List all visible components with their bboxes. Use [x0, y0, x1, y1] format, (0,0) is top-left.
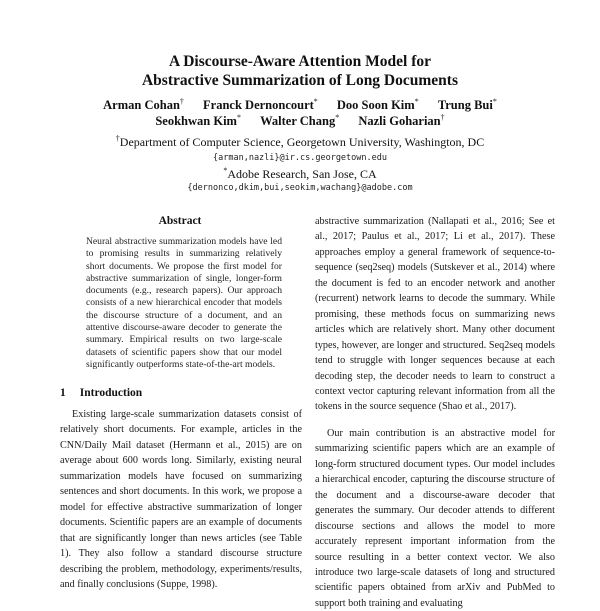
email-adobe: {dernonco,dkim,bui,seokim,wachang}@adobe.com — [187, 183, 413, 193]
author: Arman Cohan† — [103, 97, 184, 112]
email-georgetown: {arman,nazli}@ir.cs.georgetown.edu — [213, 153, 387, 163]
author-row-2 — [0, 113, 600, 129]
title-line-2: Abstractive Summarization of Long Documents — [141, 72, 458, 89]
affiliation-adobe: *Adobe Research, San Jose, CA — [223, 166, 377, 181]
author: Nazli Goharian† — [358, 113, 445, 128]
abstract-text: Neural abstractive summarization models have led to promising results in summarizing relatively short documents. We propose the first model for abstractive summarization of single, longer-form documents (e.g., research papers). Our approach consists of a new hierarchical encoder that models the discourse structure of a document, and an attentive discourse-aware decoder to generate the summary. Empirical results on two large-scale datasets of scientific papers show that our model significantly outperforms state-of-the-art models. — [86, 236, 282, 370]
author-list — [0, 97, 600, 129]
affiliation-georgetown: †Department of Computer Science, Georgetown University, Washington, DC — [115, 134, 485, 149]
author: Walter Chang* — [260, 113, 340, 128]
abstract-heading: Abstract — [158, 215, 202, 227]
intro-paragraph-3: Our main contribution is an abstractive model for summarizing scientific papers which are an example of long-form structured document types. Our model includes a hierarchical encoder, capturing the discourse structure of the document and a discourse-aware decoder that generates the summary. Our decoder attends to different discourse sections and allows the model to more accurately represent important information from the source resulting in a better context vector. We also introduce two large-scale datasets of long and structured scientific papers obtained from arXiv and PubMed to support both training and evaluating — [315, 427, 555, 609]
section-title: Introduction — [79, 387, 143, 399]
author: Seokhwan Kim* — [155, 113, 241, 128]
author: Franck Dernoncourt* — [203, 97, 318, 112]
author-row-1 — [0, 97, 600, 113]
intro-paragraph-2: abstractive summarization (Nallapati et al., 2016; See et al., 2017; Paulus et al., 2017; Li et al., 2017). These approaches employ a general framework of sequence-to-sequence (seq2seq) models (Sutskever et al., 2014) where the document is fed to an encoder network and another (recurrent) network learns to decode the summary. While promising, these methods focus on summarizing news articles which are relatively short. Many other document types, however, are longer and structured. Seq2seq models tend to struggle with longer sequences because at each decoding step, the decoder needs to learn to construct a context vector capturing relevant information from all the tokens in the source sequence (Shao et al., 2017). — [315, 216, 555, 413]
right-column — [315, 214, 555, 611]
intro-paragraph-1: Existing large-scale summarization datasets consist of relatively short documents. For example, articles in the CNN/Daily Mail dataset (Hermann et al., 2015) are on average about 600 words long. Similarly, existing neural summarization models have focused on summarizing sentences and short documents. In this work, we propose a model for effective abstractive summarization of longer documents. Scientific papers are an example of documents that are significantly longer than news articles (see Table 1). They also follow a standard discourse structure describing the problem, methodology, experiments/results, and finally conclusions (Suppe, 1998). — [60, 409, 302, 590]
author: Doo Soon Kim* — [336, 97, 419, 112]
left-column — [60, 407, 302, 592]
title-line-1: A Discourse-Aware Attention Model for — [168, 53, 432, 70]
section-number: 1 — [60, 387, 66, 399]
section-heading-introduction — [60, 387, 142, 399]
author: Trung Bui* — [437, 97, 497, 112]
paper-title — [0, 52, 600, 90]
